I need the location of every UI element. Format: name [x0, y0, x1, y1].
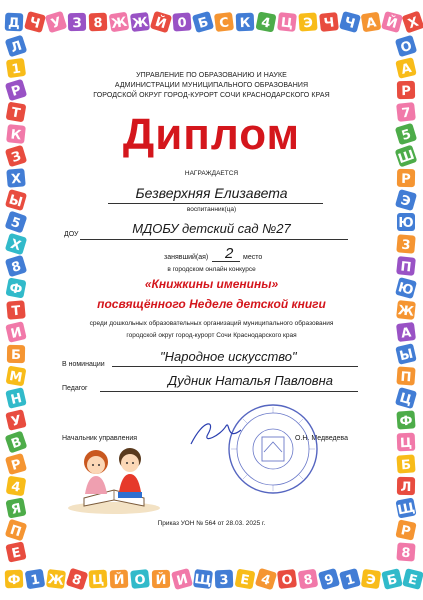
- svg-text:Р: Р: [9, 82, 24, 101]
- official-stamp: [226, 402, 320, 496]
- svg-text:А: А: [399, 61, 413, 78]
- svg-text:Л: Л: [400, 479, 412, 496]
- order-reference: Приказ УОН № 564 от 28.03. 2025 г.: [157, 520, 266, 527]
- place-suffix: место: [243, 254, 263, 261]
- svg-text:Т: Т: [10, 105, 22, 122]
- svg-text:Ц: Ц: [280, 15, 294, 32]
- svg-text:Е: Е: [10, 545, 23, 562]
- participants-line-1: среди дошкольных образовательных организаций муниципального образования: [89, 320, 334, 327]
- svg-text:Р: Р: [401, 171, 411, 188]
- svg-text:К: К: [239, 15, 251, 32]
- svg-text:4: 4: [259, 15, 272, 32]
- svg-text:Л: Л: [9, 38, 24, 57]
- svg-text:4: 4: [259, 571, 273, 589]
- svg-text:Р: Р: [9, 456, 24, 474]
- svg-text:Й: Й: [153, 14, 168, 33]
- svg-text:Ж: Ж: [110, 14, 129, 33]
- svg-text:8: 8: [93, 15, 103, 32]
- nomination-underline: [112, 366, 358, 367]
- svg-text:Ц: Ц: [399, 435, 413, 452]
- svg-text:Н: Н: [9, 390, 24, 408]
- diploma-title: Диплом: [122, 110, 301, 159]
- svg-text:9: 9: [322, 571, 336, 589]
- svg-text:Р: Р: [401, 83, 411, 100]
- svg-text:Б: Б: [10, 347, 22, 364]
- svg-text:Е: Е: [406, 572, 419, 589]
- svg-text:Й: Й: [384, 14, 399, 33]
- teacher-name: Дудник Наталья Павловна: [168, 373, 333, 388]
- place-value: 2: [225, 245, 234, 262]
- svg-text:Э: Э: [398, 192, 413, 210]
- signature-title: Начальник управления: [62, 435, 138, 442]
- svg-text:3: 3: [400, 237, 412, 254]
- svg-text:Б: Б: [385, 572, 399, 589]
- svg-text:3: 3: [219, 572, 229, 589]
- svg-text:П: П: [399, 369, 412, 386]
- svg-text:Я: Я: [9, 501, 23, 518]
- svg-text:Ф: Ф: [399, 413, 414, 430]
- svg-text:З: З: [9, 148, 24, 166]
- svg-text:1: 1: [344, 572, 357, 589]
- svg-text:1: 1: [29, 572, 41, 589]
- svg-text:5: 5: [8, 214, 23, 232]
- place-prefix: занявший(ая): [164, 254, 209, 261]
- svg-text:Э: Э: [302, 15, 314, 32]
- svg-text:8: 8: [400, 545, 411, 562]
- svg-text:Б: Б: [400, 457, 412, 474]
- svg-text:0: 0: [177, 15, 188, 32]
- svg-text:У: У: [49, 14, 64, 33]
- svg-text:Ю: Ю: [396, 280, 415, 299]
- nomination-value: "Народное искусство": [160, 349, 297, 364]
- svg-text:1: 1: [10, 61, 22, 78]
- teacher-underline: [100, 391, 358, 392]
- svg-text:К: К: [9, 127, 22, 144]
- svg-text:П: П: [399, 259, 413, 276]
- svg-text:П: П: [8, 522, 24, 541]
- signature-name: О.Н. Медведева: [295, 435, 348, 442]
- teacher-label: Педагог: [62, 385, 88, 392]
- svg-text:Ч: Ч: [323, 15, 336, 32]
- svg-text:З: З: [72, 15, 82, 32]
- competition-title: «Книжкины именины»: [144, 277, 279, 291]
- svg-text:Э: Э: [365, 572, 377, 589]
- svg-text:Ы: Ы: [398, 346, 415, 365]
- svg-text:Х: Х: [8, 236, 23, 255]
- svg-text:Ц: Ц: [397, 390, 414, 409]
- svg-text:Й: Й: [155, 572, 167, 589]
- svg-text:И: И: [175, 571, 190, 590]
- svg-text:Р: Р: [399, 523, 412, 540]
- awarded-label: НАГРАЖДАЕТСЯ: [184, 170, 239, 177]
- svg-text:Ч: Ч: [342, 14, 357, 33]
- svg-text:Ш: Ш: [396, 147, 417, 168]
- svg-text:О: О: [133, 572, 147, 589]
- role-label: воспитанник(ца): [186, 206, 237, 213]
- recipient-name: Безверхняя Елизавета: [135, 185, 288, 201]
- svg-text:Т: Т: [11, 303, 22, 320]
- svg-text:Б: Б: [196, 14, 211, 33]
- org-label: ДОУ: [64, 231, 79, 238]
- svg-text:Х: Х: [406, 14, 421, 33]
- svg-text:Щ: Щ: [193, 571, 213, 589]
- place-context: в городском онлайн конкурсе: [167, 266, 256, 273]
- place-underline: [212, 261, 240, 262]
- competition-subtitle: посвящённого Неделе детской книги: [97, 297, 326, 311]
- svg-text:8: 8: [69, 571, 84, 589]
- svg-text:8: 8: [9, 258, 23, 276]
- svg-text:Ж: Ж: [131, 15, 149, 32]
- svg-text:Е: Е: [239, 572, 251, 589]
- nomination-label: В номинации: [62, 361, 105, 368]
- org-name: МДОБУ детский сад №27: [132, 221, 291, 236]
- svg-text:Д: Д: [7, 15, 20, 32]
- name-underline: [108, 203, 323, 204]
- header-line-1: УПРАВЛЕНИЕ ПО ОБРАЗОВАНИЮ И НАУКЕ: [136, 72, 287, 79]
- svg-text:Ц: Ц: [91, 572, 105, 589]
- svg-text:5: 5: [399, 126, 413, 144]
- svg-text:Ч: Ч: [27, 14, 42, 33]
- svg-text:8: 8: [302, 572, 314, 589]
- svg-text:Й: Й: [113, 572, 125, 589]
- svg-text:7: 7: [400, 105, 412, 122]
- svg-text:Ж: Ж: [47, 572, 65, 589]
- svg-text:Щ: Щ: [396, 500, 417, 519]
- svg-text:Ю: Ю: [398, 216, 414, 231]
- svg-text:О: О: [280, 572, 294, 589]
- svg-text:У: У: [9, 413, 23, 430]
- svg-text:А: А: [365, 15, 378, 32]
- svg-text:Ы: Ы: [7, 192, 25, 211]
- svg-text:4: 4: [10, 479, 22, 496]
- svg-text:Ф: Ф: [7, 572, 21, 589]
- svg-text:Ф: Ф: [7, 280, 24, 299]
- svg-text:Ж: Ж: [397, 303, 415, 320]
- header-line-3: ГОРОДСКОЙ ОКРУГ ГОРОД-КУРОРТ СОЧИ КРАСНОДАРСКОГО КРАЯ: [93, 92, 330, 99]
- svg-text:Х: Х: [10, 171, 22, 188]
- svg-text:А: А: [400, 325, 413, 342]
- org-underline: [80, 239, 348, 240]
- svg-text:М: М: [8, 368, 24, 386]
- svg-text:В: В: [9, 434, 24, 453]
- svg-text:О: О: [398, 38, 414, 57]
- svg-text:И: И: [9, 324, 24, 342]
- svg-text:С: С: [218, 15, 230, 32]
- participants-line-2: городской округ город-курорт Сочи Краснодарского края: [126, 332, 297, 339]
- header-line-2: АДМИНИСТРАЦИИ МУНИЦИПАЛЬНОГО ОБРАЗОВАНИЯ: [114, 82, 309, 89]
- children-reading-illustration: [66, 432, 162, 516]
